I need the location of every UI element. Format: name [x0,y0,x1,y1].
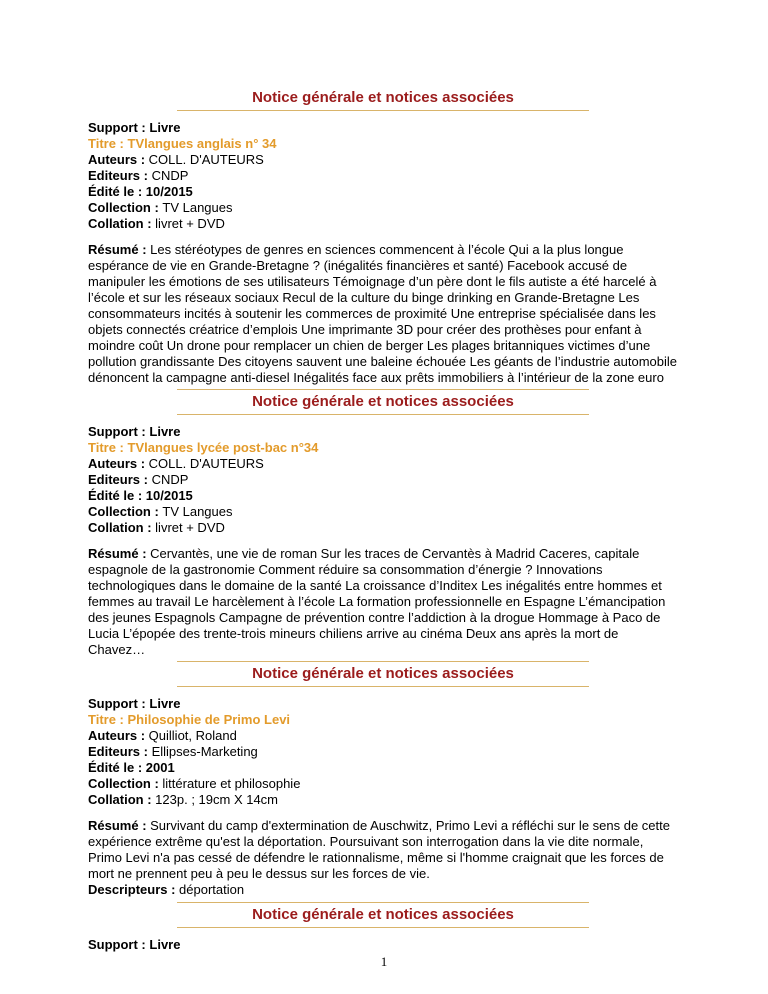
summary-paragraph [88,818,678,882]
summary-paragraph [88,546,678,658]
support-label: Support : [88,424,150,439]
publishers-value: CNDP [151,472,189,487]
authors-value: COLL. D'AUTEURS [148,152,264,167]
title-label: Titre : [88,440,128,455]
notice-3 [88,661,678,898]
publishers-value: Ellipses-Marketing [151,744,258,759]
title-value: Philosophie de Primo Levi [127,712,291,727]
notice-heading-block [88,902,678,928]
edition-date-value: 10/2015 [145,488,193,503]
support-value: Livre [149,937,181,952]
notice-heading: Notice générale et notices associées [252,393,514,410]
notice-fields [88,696,678,808]
support-value: Livre [149,120,181,135]
notice-heading: Notice générale et notices associées [252,906,514,923]
publishers-line [88,472,678,488]
collation-line [88,792,678,808]
collection-label: Collection : [88,200,163,215]
descriptors-label: Descripteurs : [88,882,180,897]
collation-line [88,520,678,536]
support-label: Support : [88,696,150,711]
support-line [88,696,678,712]
support-label: Support : [88,120,150,135]
divider [177,686,589,687]
collection-value: TV Langues [162,200,233,215]
publishers-value: CNDP [151,168,189,183]
title-label: Titre : [88,712,128,727]
notice-4 [88,902,678,953]
authors-label: Auteurs : [88,456,149,471]
authors-label: Auteurs : [88,728,149,743]
descriptors-value: déportation [179,882,245,897]
collection-label: Collection : [88,776,163,791]
notice-2 [88,389,678,658]
authors-value: COLL. D'AUTEURS [148,456,264,471]
collation-label: Collation : [88,792,156,807]
divider [177,110,589,111]
collation-value: livret + DVD [155,216,225,231]
summary-label: Résumé : [88,546,151,561]
divider [177,414,589,415]
collection-label: Collection : [88,504,163,519]
support-value: Livre [149,424,181,439]
notice-fields [88,424,678,536]
notice-heading-block [88,389,678,415]
publishers-label: Editeurs : [88,168,152,183]
support-value: Livre [149,696,181,711]
collection-line [88,200,678,216]
title-label: Titre : [88,136,128,151]
notice-heading-block [88,661,678,687]
descriptors-line [88,882,678,898]
edition-date-line [88,760,678,776]
collation-value: livret + DVD [155,520,225,535]
notice-heading-block [88,86,678,111]
collection-value: TV Langues [162,504,233,519]
collection-line [88,504,678,520]
edition-date-label: Édité le : [88,184,146,199]
collation-label: Collation : [88,216,156,231]
notices-list [88,86,678,953]
collection-line [88,776,678,792]
summary-label: Résumé : [88,818,151,833]
summary-text: Survivant du camp d'extermination de Auschwitz, Primo Levi a réfléchi sur le sens de cette expérience extrême qu'est la déportation. Poursuivant son interrogation dans la vie dite normale, Primo Levi n'a pas cessé de défendre le rationnalisme, même si l'homme craignait que les forces de mort ne prennent peu à peu le dessus sur les forces de vie. [88,818,670,881]
authors-line [88,456,678,472]
support-line [88,424,678,440]
title-line [88,136,678,152]
summary-label: Résumé : [88,242,151,257]
title-value: TVlangues lycée post-bac n°34 [127,440,319,455]
edition-date-line [88,488,678,504]
collation-label: Collation : [88,520,156,535]
edition-date-value: 10/2015 [145,184,193,199]
title-line [88,440,678,456]
publishers-line [88,744,678,760]
page-number: 1 [380,954,388,969]
notice-fields [88,937,678,953]
notice-heading: Notice générale et notices associées [252,89,514,106]
authors-line [88,152,678,168]
edition-date-label: Édité le : [88,760,146,775]
collation-value: 123p. ; 19cm X 14cm [155,792,279,807]
publishers-line [88,168,678,184]
publishers-label: Editeurs : [88,744,152,759]
divider [177,927,589,928]
summary-text: Les stéréotypes de genres en sciences commencent à l’école Qui a la plus longue espérance de vie en Grande-Bretagne ? (inégalités financières et santé) Facebook accusé de manipuler les émotions de ses utilisateurs Témoignage d’un père dont le fils autiste a été harcelé à l’école et sur les réseaux sociaux Recul de la culture du binge drinking en Grande-Bretagne Les consommateurs incités à soutenir les commerces de proximité Une entreprise spécialisée dans les objets connectés créatrice d’emplois Une imprimante 3D pour créer des prothèses pour enfant à moindre coût Un drone pour remplacer un chien de berger Les plages britanniques victimes d’une pollution grandissante Des citoyens sauvent une baleine échouée Les géants de l’industrie automobile dénoncent la campagne anti-diesel Inégalités face aux prêts immobiliers à l’intérieur de la zone euro [88,242,678,385]
summary-text: Cervantès, une vie de roman Sur les traces de Cervantès à Madrid Caceres, capitale espagnole de la gastronomie Comment réduire sa consommation d’énergie ? Innovations technologiques dans le domaine de la santé La croissance d’Inditex Les inégalités entre hommes et femmes au travail Le harcèlement à l’école La formation professionnelle en Espagne L’émancipation des jeunes Espagnols Campagne de prévention contre l’addiction à la drogue Hommage à Paco de Lucia L’épopée des trente-trois mineurs chiliens arrive au cinéma Deux ans après la mort de Chavez… [88,546,666,657]
edition-date-value: 2001 [145,760,175,775]
collation-line [88,216,678,232]
notice-heading: Notice générale et notices associées [252,665,514,682]
title-line [88,712,678,728]
edition-date-label: Édité le : [88,488,146,503]
title-value: TVlangues anglais n° 34 [127,136,277,151]
edition-date-line [88,184,678,200]
notice-fields [88,120,678,232]
collection-value: littérature et philosophie [162,776,301,791]
publishers-label: Editeurs : [88,472,152,487]
support-line [88,120,678,136]
support-line [88,937,678,953]
summary-paragraph [88,242,678,386]
authors-value: Quilliot, Roland [148,728,237,743]
notice-1 [88,86,678,386]
authors-label: Auteurs : [88,152,149,167]
support-label: Support : [88,937,150,952]
authors-line [88,728,678,744]
